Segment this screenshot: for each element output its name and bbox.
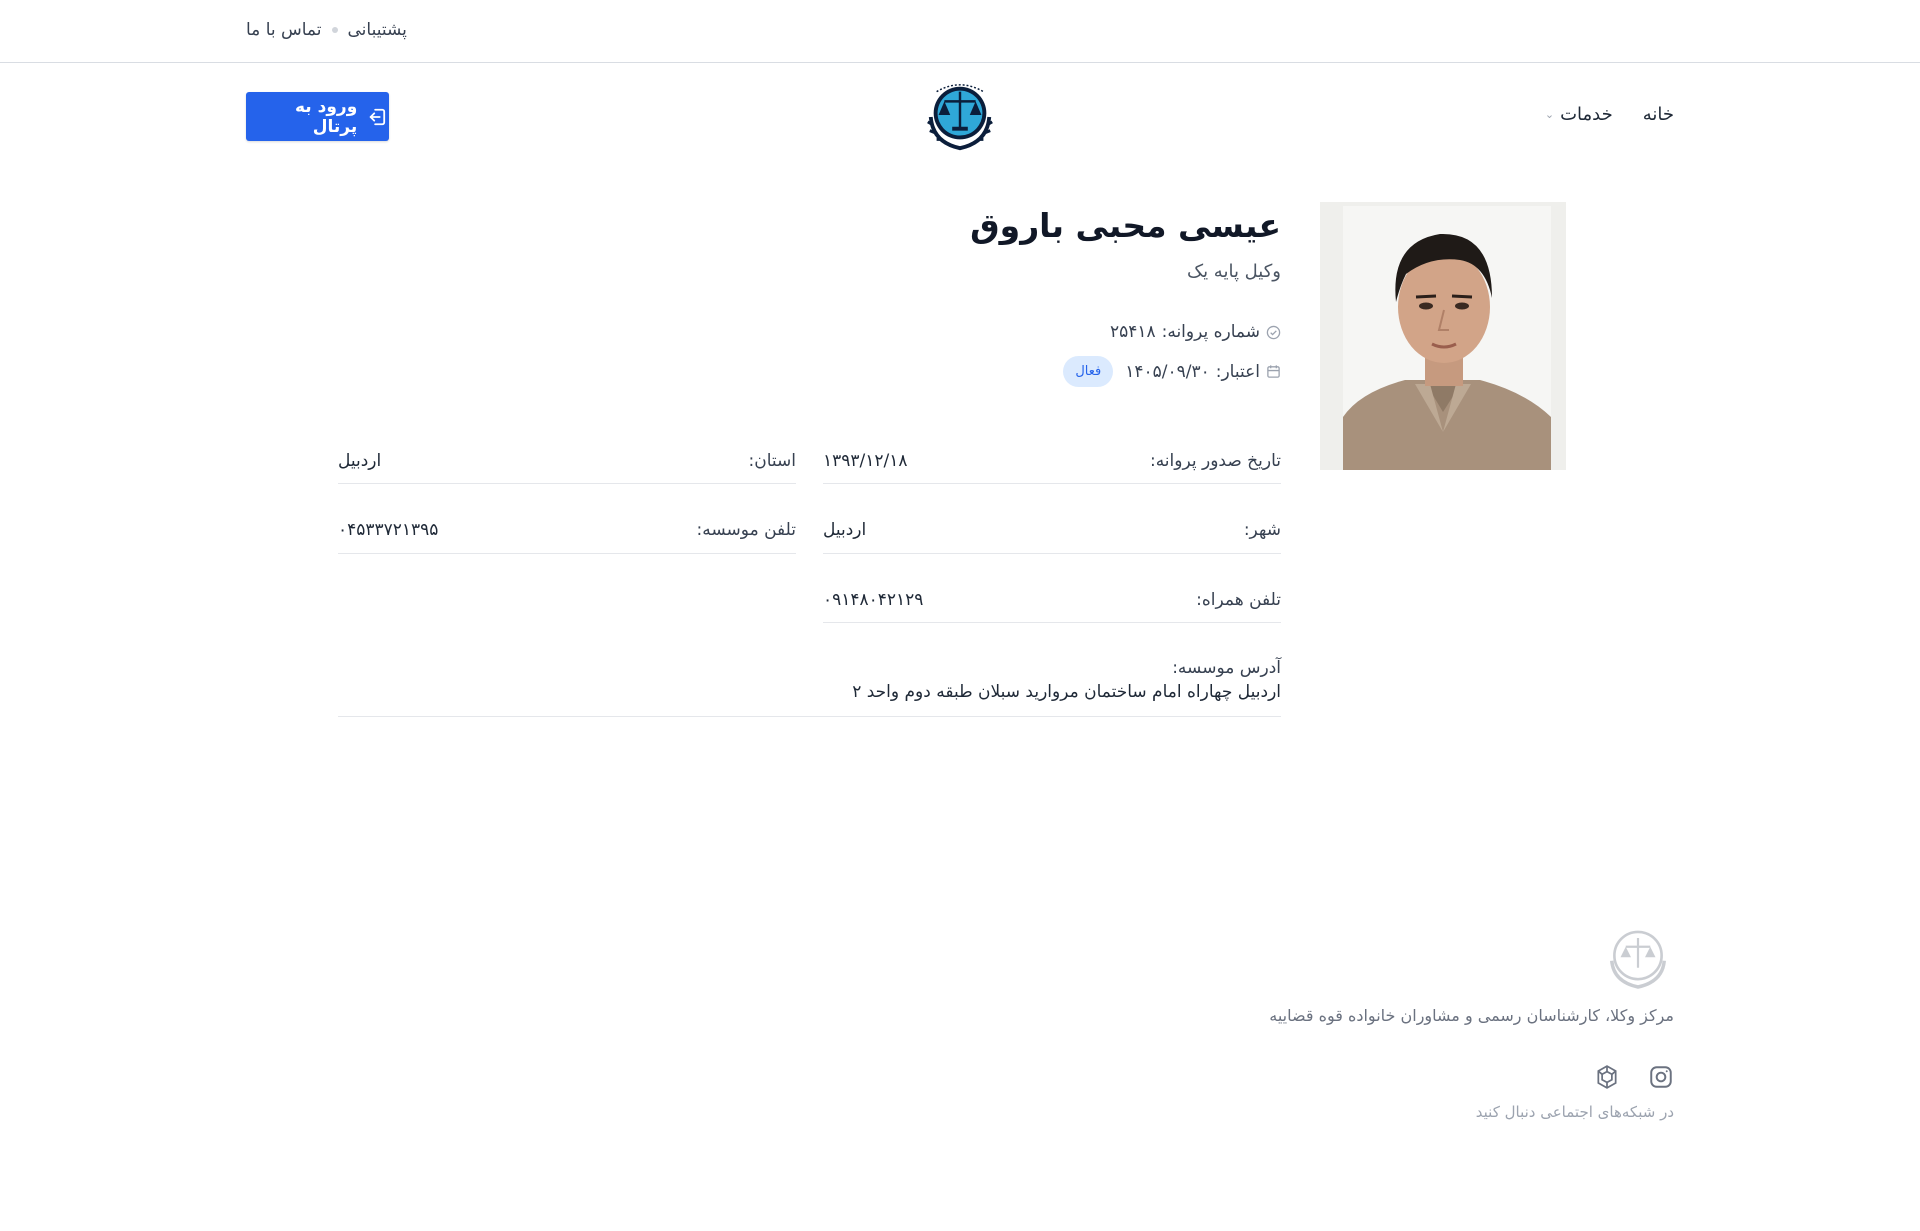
portal-login-button[interactable] bbox=[246, 92, 389, 141]
province-label: استان: bbox=[748, 451, 796, 471]
contact-link[interactable]: تماس با ما bbox=[246, 20, 322, 40]
license-number-row bbox=[1110, 322, 1281, 342]
footer-logo bbox=[1603, 924, 1673, 994]
calendar-icon bbox=[1266, 364, 1281, 379]
office-phone-value: ۰۴۵۳۳۷۲۱۳۹۵ bbox=[338, 520, 439, 540]
license-number: ۲۵۴۱۸ bbox=[1109, 322, 1156, 342]
city-label: شهر: bbox=[1243, 520, 1281, 540]
address-label: آدرس موسسه: bbox=[1172, 658, 1281, 678]
validity-row bbox=[1063, 356, 1281, 387]
status-badge: فعال bbox=[1063, 356, 1113, 387]
follow-text: در شبکه‌های اجتماعی دنبال کنید bbox=[1475, 1103, 1674, 1121]
validity-label: اعتبار: bbox=[1215, 361, 1260, 382]
top-utility-bar bbox=[0, 0, 1920, 63]
province-field bbox=[338, 448, 796, 474]
social-links bbox=[1594, 1064, 1674, 1090]
top-links bbox=[246, 20, 407, 40]
footer-org-name: مرکز وکلا، کارشناسان رسمی و مشاوران خانواده قوه قضاییه bbox=[1269, 1006, 1674, 1025]
main-nav bbox=[1545, 104, 1674, 125]
lawyer-name: عیسی محبی باروق bbox=[970, 206, 1281, 245]
nav-services[interactable] bbox=[1545, 104, 1613, 125]
divider bbox=[823, 553, 1281, 554]
issue-date-field bbox=[823, 448, 1281, 474]
nav-home[interactable]: خانه bbox=[1642, 104, 1674, 125]
license-label: شماره پروانه: bbox=[1161, 322, 1260, 342]
divider bbox=[823, 622, 1281, 623]
divider bbox=[823, 483, 1281, 484]
judiciary-logo[interactable] bbox=[921, 78, 999, 156]
province-value: اردبیل bbox=[338, 451, 382, 471]
office-phone-label: تلفن موسسه: bbox=[696, 520, 796, 540]
validity-date: ۱۴۰۵/۰۹/۳۰ bbox=[1125, 361, 1210, 382]
issue-date-label: تاریخ صدور پروانه: bbox=[1149, 451, 1281, 471]
mobile-value: ۰۹۱۴۸۰۴۲۱۲۹ bbox=[823, 590, 924, 610]
mobile-field bbox=[823, 587, 1281, 613]
office-phone-field bbox=[338, 517, 796, 543]
instagram-icon[interactable] bbox=[1648, 1064, 1674, 1090]
check-circle-icon bbox=[1266, 325, 1281, 340]
lawyer-title: وکیل پایه یک bbox=[1186, 261, 1281, 282]
chevron-down-icon: ⌄ bbox=[1544, 108, 1555, 121]
divider bbox=[338, 716, 1281, 717]
portal-button-label: ورود به پرتال bbox=[295, 96, 358, 137]
nav-services-label: خدمات bbox=[1560, 104, 1613, 125]
mobile-label: تلفن همراه: bbox=[1196, 590, 1281, 610]
lawyer-photo bbox=[1320, 202, 1566, 470]
divider bbox=[338, 553, 796, 554]
separator-dot bbox=[332, 27, 338, 33]
city-value: اردبیل bbox=[823, 520, 867, 540]
support-link[interactable]: پشتیبانی bbox=[347, 20, 407, 40]
issue-date-value: ۱۳۹۳/۱۲/۱۸ bbox=[823, 451, 908, 471]
city-field bbox=[823, 517, 1281, 543]
address-value: اردبیل چهاراه امام ساختمان مروارید سبلان طبقه دوم واحد ۲ bbox=[852, 682, 1281, 702]
login-icon bbox=[367, 106, 389, 128]
rubika-icon[interactable] bbox=[1594, 1064, 1620, 1090]
divider bbox=[338, 483, 796, 484]
